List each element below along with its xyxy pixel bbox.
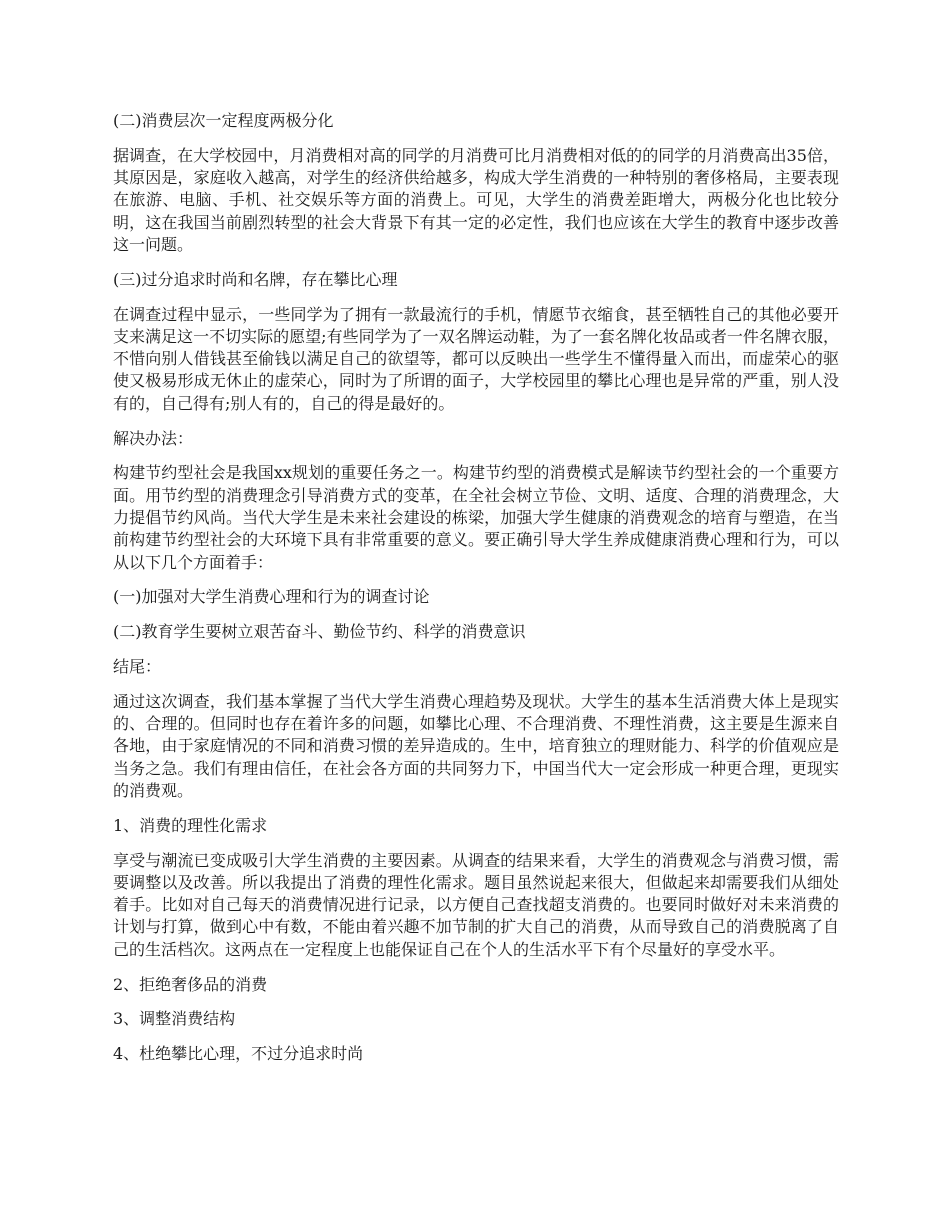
list-item-education-awareness: (二)教育学生要树立艰苦奋斗、勤俭节约、科学的消费意识	[113, 622, 526, 642]
numbered-heading-adjust-structure: 3、调整消费结构	[113, 1009, 236, 1029]
numbered-heading-no-comparison: 4、杜绝攀比心理，不过分追求时尚	[113, 1044, 364, 1064]
numbered-heading-reject-luxury: 2、拒绝奢侈品的消费	[113, 974, 268, 994]
document-page	[113, 110, 839, 1078]
paragraph-saving-society: 构建节约型社会是我国xx规划的重要任务之一。构建节约型的消费模式是解读节约型社会的一个重要方面。用节约型的消费理念引导消费方式的变革，在全社会树立节俭、文明、适度、合理的消费理念，大力提倡节约风尚。当代大学生是未来社会建设的栋梁，加强大学生健康的消费观念的培育与塑造，在当前构建节约型社会的大环境下具有非常重要的意义。要正确引导大学生养成健康消费心理和行为，可以从以下几个方面着手：	[113, 463, 839, 572]
paragraph-conclusion: 通过这次调查，我们基本掌握了当代大学生消费心理趋势及现状。大学生的基本生活消费大体上是现实的、合理的。但同时也存在着许多的问题，如攀比心理、不合理消费、不理性消费，这主要是生源来自各地，由于家庭情况的不同和消费习惯的差异造成的。生中，培育独立的理财能力、科学的价值观应是当务之急。我们有理由信任，在社会各方面的共同努力下，中国当代大一定会形成一种更合理，更现实的消费观。	[113, 691, 839, 800]
paragraph-comparison-psychology: 在调查过程中显示，一些同学为了拥有一款最流行的手机，情愿节衣缩食，甚至牺牲自己的其他必要开支来满足这一不切实际的愿望;有些同学为了一双名牌运动鞋，为了一套名牌化妆品或者一件名牌衣服，不惜向别人借钱甚至偷钱以满足自己的欲望等，都可以反映出一些学生不懂得量入而出，而虚荣心的驱使又极易形成无休止的虚荣心，同时为了所谓的面子，大学校园里的攀比心理也是异常的严重，别人没有的，自己得有;别人有的，自己的得是最好的。	[113, 304, 839, 413]
paragraph-rational-demand: 享受与潮流已变成吸引大学生消费的主要因素。从调查的结果来看，大学生的消费观念与消费习惯，需要调整以及改善。所以我提出了消费的理性化需求。题目虽然说起来很大，但做起来却需要我们从细处着手。比如对自己每天的消费情况进行记录，以方便自己查找超支消费的。也要同时做好对未来消费的计划与打算，做到心中有数，不能由着兴趣不加节制的扩大自己的消费，从而导致自己的消费脱离了自己的生活档次。这两点在一定程度上也能保证自己在个人的生活水平下有个尽量好的享受水平。	[113, 850, 839, 959]
section-heading-conclusion: 结尾：	[113, 656, 162, 676]
numbered-heading-rational-demand: 1、消费的理性化需求	[113, 815, 268, 835]
section-heading-consumption-polarization: (二)消费层次一定程度两极分化	[113, 111, 334, 130]
section-heading-fashion-brands: (三)过分追求时尚和名牌，存在攀比心理	[113, 269, 398, 289]
list-item-survey-discussion: (一)加强对大学生消费心理和行为的调查讨论	[113, 587, 430, 607]
section-heading-solutions: 解决办法：	[113, 428, 194, 448]
paragraph-polarization-survey: 据调查，在大学校园中，月消费相对高的同学的月消费可比月消费相对低的的同学的月消费高出35倍，其原因是，家庭收入越高，对学生的经济供给越多，构成大学生消费的一种特别的奢侈格局，主要表现在旅游、电脑、手机、社交娱乐等方面的消费上。可见，大学生的消费差距增大，两极分化也比较分明，这在我国当前剧烈转型的社会大背景下有其一定的必定性，我们也应该在大学生的教育中逐步改善这一问题。	[113, 145, 839, 254]
